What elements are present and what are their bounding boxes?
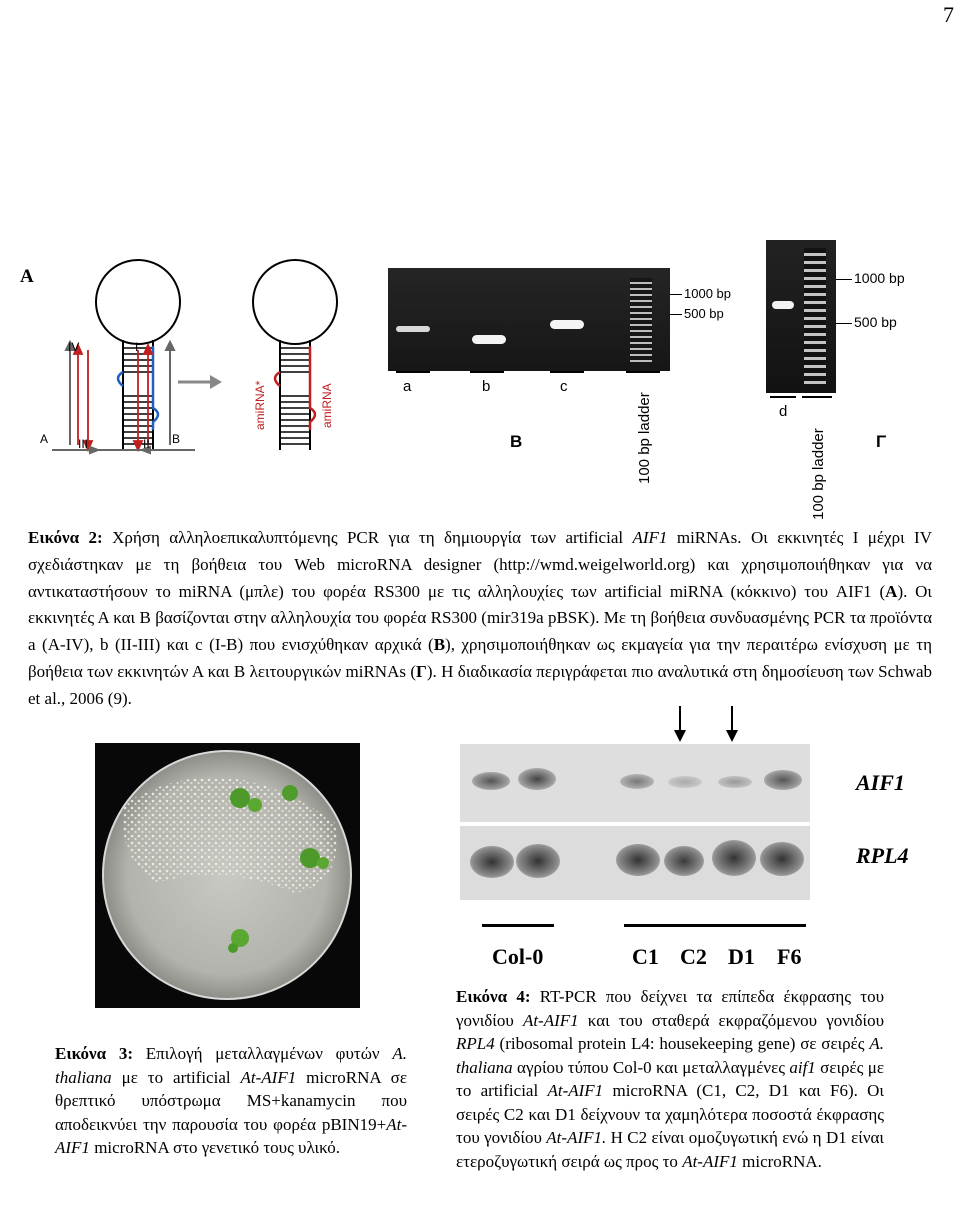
pcr-gel-b [388, 268, 670, 371]
caption-4-text-2: και του σταθερά εκφραζόμενου γονιδίου [578, 1010, 884, 1030]
lane-marker-d [770, 396, 796, 398]
caption-4-text-3: (ribosomal protein L4: housekeeping gene) σε σειρές [494, 1034, 870, 1053]
panel-label-g: Γ [876, 432, 887, 451]
lane-label-c2: C2 [680, 944, 707, 969]
gel-band-a [396, 326, 430, 332]
primer-ii-label: II [143, 437, 150, 451]
marker-tick-500-g [836, 323, 852, 324]
aif1-band-f6 [764, 770, 802, 790]
caption-4-italic-3: A. thaliana [456, 1034, 884, 1077]
caption-2-text-5: ). Η διαδικασία περιγράφεται πιο αναλυτικά στη δημοσίευση των Schwab et al., 2006 (9). [28, 661, 932, 708]
marker-500-b: 500 bp [684, 306, 724, 321]
primer-iii-label: III [78, 437, 89, 451]
caption-3-prefix: Εικόνα 3: [55, 1044, 134, 1063]
ladder-lane-b [630, 278, 652, 366]
caption-2-text-1: Χρήση αλληλοεπικαλυπτόμενης PCR για τη δημιουργία των artificial [102, 528, 633, 547]
caption-2-bold-g: Γ [416, 661, 427, 681]
aif1-band-d1 [718, 776, 752, 788]
caption-4-italic-1: At-AIF1 [522, 1010, 579, 1030]
rpl4-band-d1 [712, 840, 756, 876]
caption-3-text-4: microRNA στο γενετικό τους υλικό. [89, 1138, 341, 1157]
rpl4-band-c1 [616, 844, 660, 876]
amirna-label: amiRNA [320, 383, 334, 428]
gel-band-b [472, 335, 506, 344]
group-label-col0: Col-0 [492, 944, 544, 969]
caption-4-prefix: Εικόνα 4: [456, 987, 531, 1006]
primer-a-label: A [40, 432, 49, 446]
hairpin-original [52, 260, 195, 453]
rpl4-band-f6 [760, 842, 804, 876]
figure-2-caption [28, 525, 932, 713]
group-bar-col0 [482, 924, 554, 927]
petri-dish-image [95, 743, 360, 1008]
caption-3-italic-3: At-AIF1 [55, 1114, 407, 1157]
aif1-blot [460, 744, 810, 822]
lane-marker-ladder-g [802, 396, 832, 398]
rpl4-band-col2 [516, 844, 560, 878]
arrows-c2-d1 [668, 704, 748, 744]
lane-label-a: a [403, 378, 412, 395]
lane-label-c1: C1 [632, 944, 659, 969]
panel-label-a: A [20, 266, 34, 287]
rpl4-blot [460, 826, 810, 900]
marker-500-g: 500 bp [854, 314, 897, 330]
aif1-band-c1 [620, 774, 654, 789]
rpl4-band-col1 [470, 846, 514, 878]
caption-2-bold-a: A [885, 581, 898, 601]
primer-b-label: B [172, 432, 181, 446]
caption-4-text-6: microRNA (C1, C2, D1 και F6). Οι σειρές C2 και D1 δείχνουν τα χαμηλότερα ποσοστά έκφρασης του γονιδίου [456, 1081, 885, 1147]
lane-label-c: c [560, 378, 568, 395]
lane-label-d: d [779, 403, 788, 420]
marker-1000-g: 1000 bp [854, 270, 905, 286]
gene-label-rpl4: RPL4 [856, 843, 909, 868]
caption-2-text-2: miRNAs. Οι εκκινητές Ι μέχρι IV σχεδιάστηκαν με τη βοήθεια του Web microRNA designer (http://wmd.weigelworld.org) και χρησιμοποιήθηκαν για να αντικαταστήσουν το miRNA (μπλε) του φορέα RS300 με τις αλληλουχίες των artificial miRNA (κόκκινο) του AIF1 ( [28, 528, 932, 601]
caption-3-text-2: με το artificial [111, 1067, 241, 1087]
caption-2-prefix: Εικόνα 2: [28, 528, 103, 547]
lane-marker-a [396, 371, 430, 373]
caption-3-text-1: Επιλογή μεταλλαγμένων φυτών [133, 1044, 393, 1063]
primer-iv-label: IV [68, 340, 80, 354]
lane-marker-b [470, 371, 504, 373]
amirna-star-label: amiRNA* [253, 380, 267, 430]
lane-label-d1: D1 [728, 944, 755, 969]
figure-3-caption [55, 1042, 407, 1160]
gel-band-c [550, 320, 584, 329]
marker-tick-1000-b [670, 294, 682, 295]
lane-label-f6: F6 [777, 944, 802, 969]
petri-dish-photo [95, 743, 360, 1008]
caption-2-bold-b: B [433, 635, 446, 655]
caption-4-text-5: σειρές με το artificial [456, 1057, 885, 1100]
caption-2-text-4: ), χρησιμοποιήθηκαν ως εκμαγεία για την περαιτέρω ενίσχυση με τη βοήθεια των εκκινητών Α και Β λειτουργικών miRNAs ( [28, 635, 932, 681]
marker-tick-1000-g [836, 279, 852, 280]
caption-4-italic-4: aif1 [789, 1057, 816, 1077]
gel-band-d [772, 301, 794, 309]
group-bar-mutants [624, 924, 806, 927]
caption-2-italic-1: AIF1 [632, 528, 668, 547]
lane-label-b: b [482, 378, 491, 395]
aif1-band-c2 [668, 776, 702, 788]
aif1-band-col2 [518, 768, 556, 790]
gene-label-aif1: AIF1 [856, 770, 905, 795]
marker-1000-b: 1000 bp [684, 286, 731, 301]
caption-3-text-3: microRNA σε θρεπτικό υπόστρωμα MS+kanamycin που αποδεικνύει την παρουσία του φορέα pBIN19+ [55, 1067, 407, 1134]
panel-label-b: B [510, 432, 523, 451]
lane-marker-c [550, 371, 584, 373]
caption-4-text-4: αγρίου τύπου Col-0 και μεταλλαγμένες [512, 1057, 790, 1077]
marker-tick-500-b [670, 314, 682, 315]
caption-4-text-8: microRNA. [737, 1151, 822, 1171]
page-number: 7 [943, 2, 954, 27]
caption-4-text-7: Η C2 είναι ομοζυγωτική ενώ η D1 είναι ετεροζυγωτική σειρά ως προς το [456, 1128, 884, 1171]
transition-arrow-icon [178, 375, 222, 389]
down-arrow-icon [674, 706, 686, 742]
caption-4-italic-7: At-AIF1 [682, 1151, 738, 1171]
caption-4-italic-2: RPL4 [456, 1034, 495, 1053]
rpl4-band-c2 [664, 846, 704, 876]
ladder-label-g: 100 bp ladder [810, 428, 827, 520]
ladder-label-b: 100 bp ladder [636, 392, 653, 484]
primer-i-label: I [135, 340, 139, 354]
figure-4-caption [456, 985, 884, 1173]
caption-2-text-3: ). Οι εκκινητές Α και Β βασίζονται στην αλληλουχία του φορέα RS300 (mir319a pBSK). Με τη βοήθεια συνδυασμένης PCR τα προϊόντα a (A-IV), b (II-III) και c (I-B) που ενισχύθηκαν αρχικά ( [28, 581, 933, 655]
caption-4-text-1: RT-PCR που δείχνει τα επίπεδα έκφρασης του γονιδίου [456, 987, 884, 1030]
caption-4-italic-6: At-AIF1. [546, 1128, 607, 1147]
caption-4-italic-5: At-AIF1 [547, 1081, 604, 1100]
aif1-band-col1 [472, 772, 510, 790]
ladder-lane-g [804, 248, 826, 388]
caption-3-italic-2: At-AIF1 [240, 1067, 297, 1087]
lane-marker-ladder-b [626, 371, 660, 373]
pcr-gel-g [766, 240, 836, 393]
down-arrow-icon [726, 706, 738, 742]
caption-3-italic-1: A. thaliana [55, 1044, 407, 1087]
